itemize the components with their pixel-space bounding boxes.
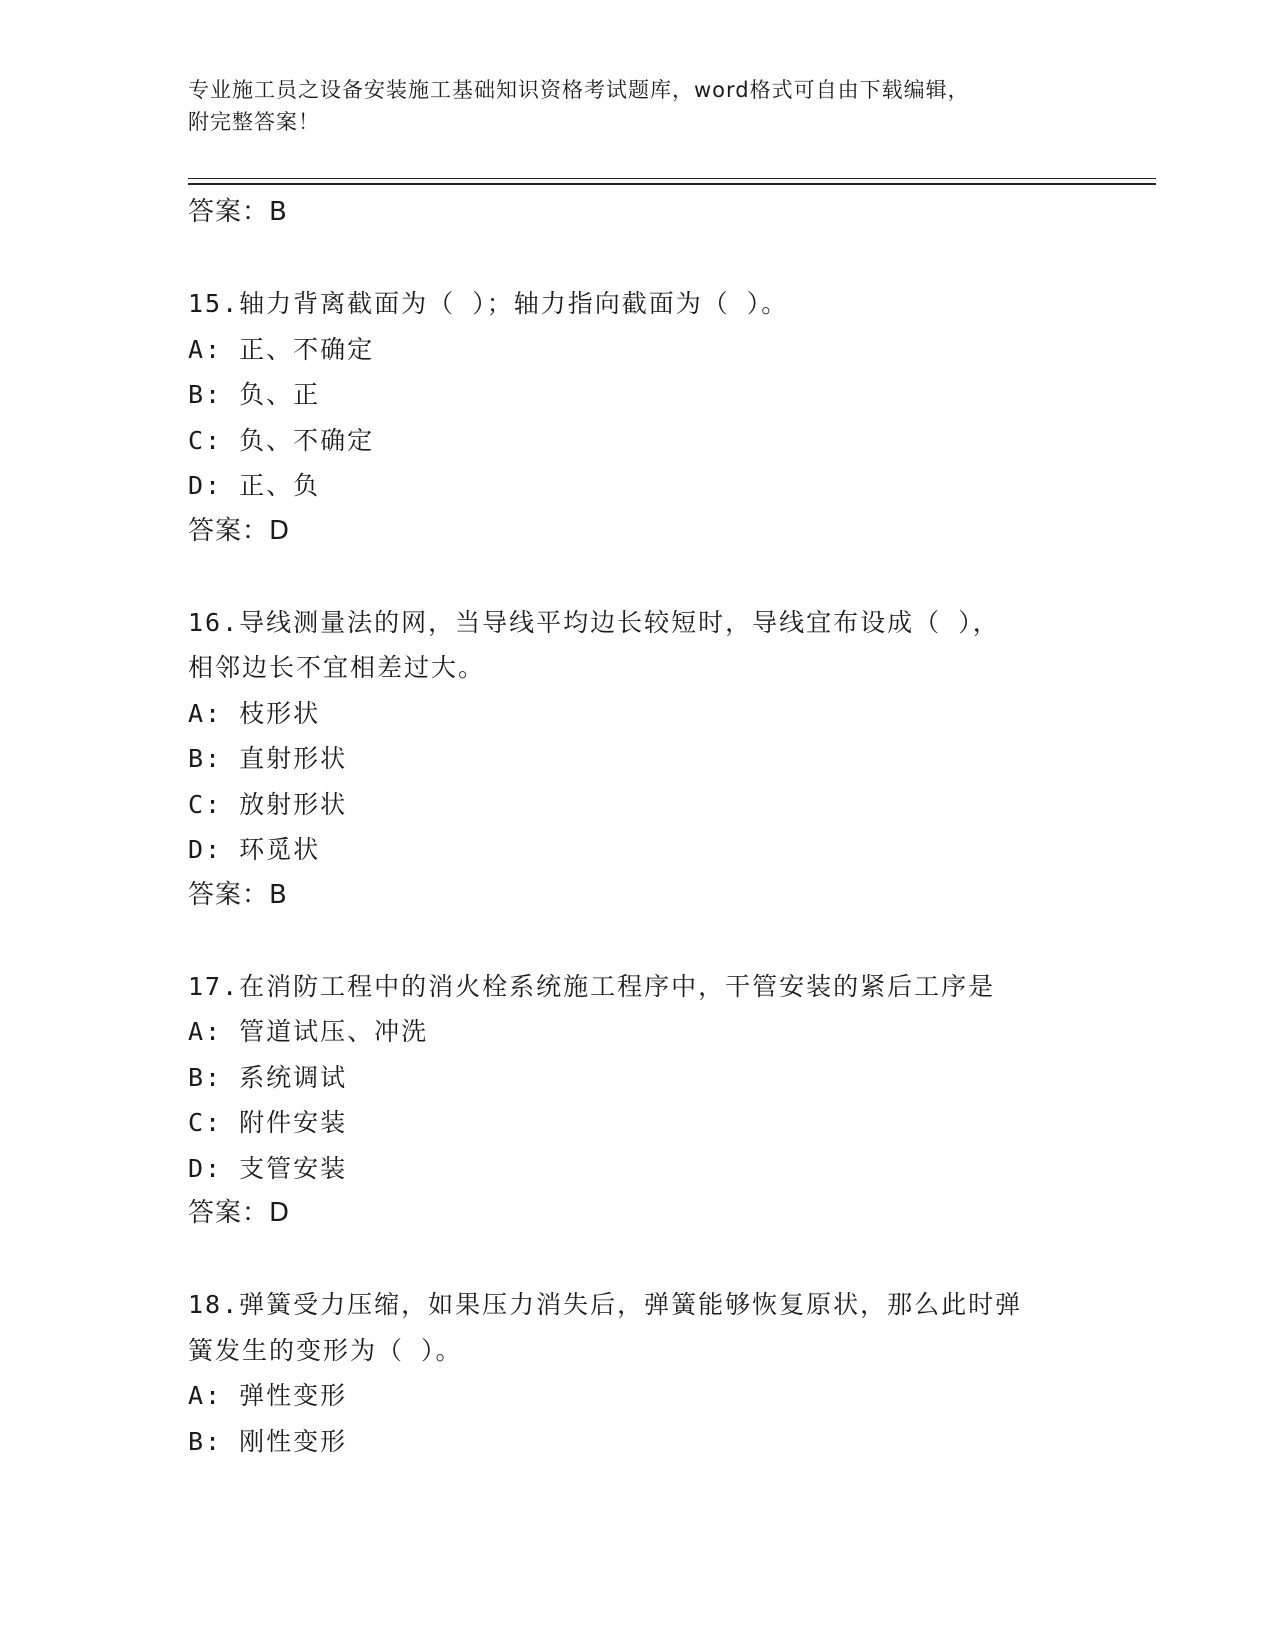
spacer [188, 1237, 1088, 1283]
question-block [188, 600, 1088, 919]
document-header [188, 74, 1068, 138]
option-b: B: 系统调试 [188, 1062, 348, 1092]
question-block [188, 281, 1088, 554]
option-a: A: 弹性变形 [188, 1381, 348, 1410]
question-list [188, 190, 1088, 1464]
question-stem: 17.在消防工程中的消火栓系统施工程序中，干管安装的紧后工序是 [188, 971, 996, 1001]
answer-line: 答案：D [188, 1198, 291, 1228]
option-c: C: 放射形状 [188, 789, 348, 819]
option-a: A: 正、不确定 [188, 334, 375, 364]
option-b: B: 刚性变形 [188, 1426, 348, 1456]
option-b: B: 负、正 [188, 380, 321, 409]
answer-line: 答案：B [188, 197, 288, 227]
header-divider-thin [188, 178, 1156, 179]
spacer [188, 918, 1088, 964]
question-stem: 16.导线测量法的网，当导线平均边长较短时，导线宜布设成（ ）， [188, 607, 1000, 637]
spacer [188, 554, 1088, 600]
header-line-2: 附完整答案！ [188, 110, 320, 134]
option-a: A: 管道试压、冲洗 [188, 1017, 429, 1046]
option-b: B: 直射形状 [188, 744, 348, 773]
option-d: D: 正、负 [188, 471, 321, 500]
question-stem-continued: 相邻边长不宜相差过大。 [188, 653, 486, 682]
question-stem: 15.轴力背离截面为（ ）；轴力指向截面为（ ）。 [188, 289, 789, 318]
header-divider-thick [188, 183, 1156, 185]
option-c: C: 负、不确定 [188, 425, 375, 455]
spacer [188, 236, 1088, 282]
option-c: C: 附件安装 [188, 1108, 348, 1137]
question-block [188, 964, 1088, 1237]
option-a: A: 枝形状 [188, 698, 321, 728]
question-block [188, 1282, 1088, 1464]
question-stem: 18.弹簧受力压缩，如果压力消失后，弹簧能够恢复原状，那么此时弹 [188, 1290, 1023, 1319]
header-line-1: 专业施工员之设备安装施工基础知识资格考试题库，word格式可自由下载编辑， [188, 78, 970, 102]
question-stem-continued: 簧发生的变形为（ ）。 [188, 1335, 463, 1365]
option-d: D: 支管安装 [188, 1153, 348, 1183]
answer-line: 答案：B [188, 879, 288, 910]
answer-line: 答案：D [188, 515, 291, 546]
option-d: D: 环觅状 [188, 835, 321, 864]
